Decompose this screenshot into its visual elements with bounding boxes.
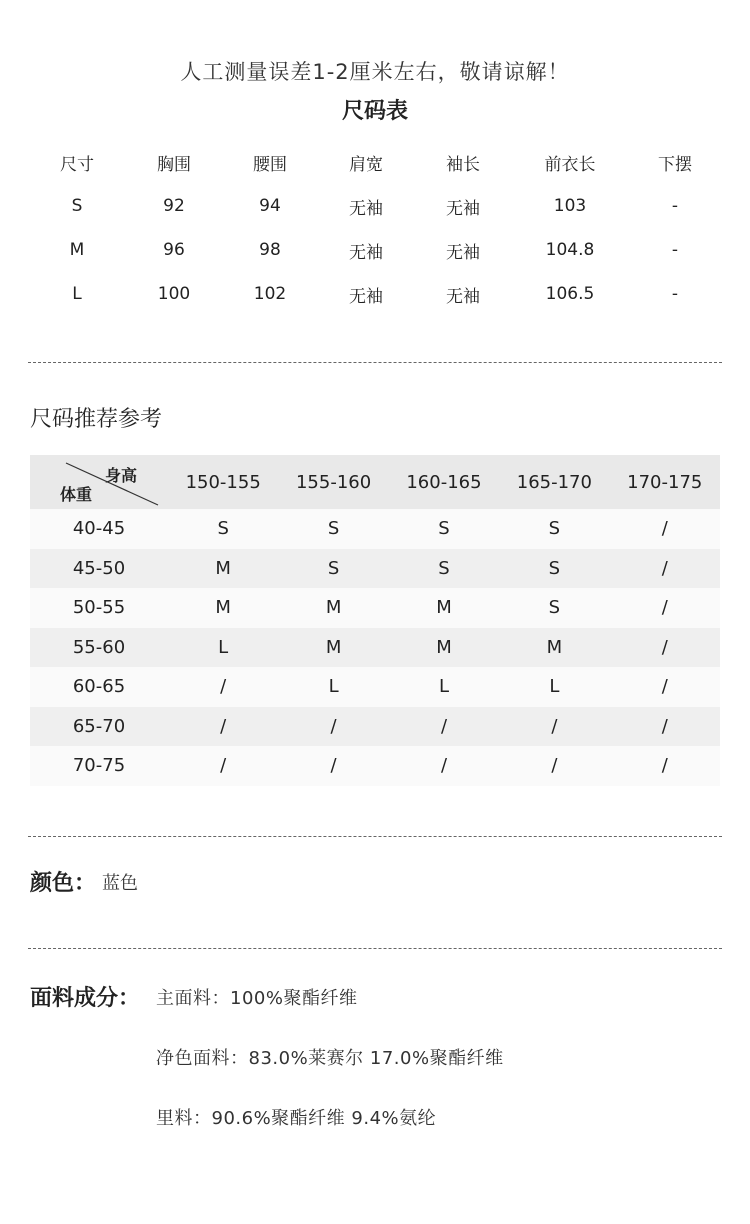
weight-range: 60-65: [72, 676, 126, 698]
recommend-header: [30, 455, 720, 509]
table-cell: /: [330, 755, 337, 777]
table-cell: /: [440, 715, 448, 737]
color-label: 颜色：: [30, 871, 97, 896]
header-cell: 袖长: [446, 154, 480, 175]
table-cell: S: [438, 518, 450, 540]
fabric-line: 主面料：100%聚酯纤维: [156, 988, 358, 1009]
table-row: [30, 707, 720, 747]
table-cell: 无袖: [446, 242, 480, 263]
table-cell: M: [215, 597, 231, 619]
table-cell: L: [72, 284, 82, 304]
table-cell: 96: [163, 240, 185, 260]
table-cell: -: [671, 240, 679, 260]
table-cell: S: [217, 518, 229, 540]
weight-range: 55-60: [72, 636, 126, 658]
table-cell: M: [436, 636, 452, 658]
section-divider: [28, 948, 722, 949]
measurement-notice: 人工测量误差1-2厘米左右，敬请谅解！: [180, 60, 570, 84]
table-cell: /: [220, 715, 227, 737]
table-cell: 无袖: [349, 198, 383, 219]
table-row: [30, 667, 720, 707]
table-cell: M: [546, 636, 563, 658]
table-cell: 92: [163, 196, 185, 216]
table-cell: 106.5: [545, 284, 595, 304]
table-cell: /: [330, 715, 337, 737]
table-cell: M: [436, 597, 452, 619]
header-cell: 下摆: [658, 154, 692, 175]
table-row: [28, 272, 722, 316]
table-cell: M: [325, 636, 342, 658]
recommend-title: 尺码推荐参考: [30, 407, 163, 432]
color-value: 蓝色: [102, 873, 138, 894]
table-cell: /: [551, 715, 558, 737]
table-cell: 103: [553, 196, 587, 216]
table-cell: S: [438, 557, 450, 579]
table-row: [30, 588, 720, 628]
table-cell: L: [438, 676, 449, 698]
table-cell: M: [69, 240, 85, 260]
header-cell: 腰围: [253, 154, 287, 175]
table-row: [30, 746, 720, 786]
table-cell: 94: [259, 196, 281, 216]
height-range: 155-160: [295, 471, 372, 493]
table-cell: M: [215, 557, 231, 579]
table-cell: /: [661, 715, 668, 737]
table-cell: 无袖: [446, 286, 480, 307]
header-cell: 前衣长: [544, 154, 596, 175]
table-row: [30, 628, 720, 668]
fabric-line: 里料：90.6%聚酯纤维 9.4%氨纶: [156, 1108, 437, 1129]
table-row: [30, 509, 720, 549]
table-cell: L: [328, 676, 339, 698]
table-cell: /: [440, 755, 448, 777]
table-cell: /: [661, 557, 668, 579]
size-table-header: [28, 140, 722, 184]
weight-range: 40-45: [72, 518, 126, 540]
table-row: [28, 184, 722, 228]
table-cell: 104.8: [545, 240, 595, 260]
table-cell: S: [71, 196, 83, 216]
fabric-label: 面料成分：: [30, 986, 141, 1011]
table-cell: 无袖: [349, 286, 383, 307]
weight-range: 50-55: [72, 597, 126, 619]
header-cell: 尺寸: [60, 154, 94, 175]
table-cell: /: [661, 597, 668, 619]
table-cell: /: [220, 676, 227, 698]
table-cell: S: [548, 518, 561, 540]
section-divider: [28, 362, 722, 363]
size-chart-title: 尺码表: [341, 99, 408, 124]
height-range: 170-175: [627, 471, 703, 493]
table-cell: -: [671, 196, 679, 216]
size-table: [28, 140, 722, 316]
table-cell: 无袖: [349, 242, 383, 263]
header-cell: 肩宽: [349, 154, 383, 175]
table-cell: /: [661, 676, 668, 698]
weight-range: 45-50: [72, 557, 126, 579]
height-range: 165-170: [516, 471, 592, 493]
section-divider: [28, 836, 722, 837]
table-cell: -: [671, 284, 679, 304]
table-cell: S: [327, 518, 340, 540]
table-cell: /: [220, 755, 227, 777]
weight-label: 体重: [60, 485, 93, 504]
table-cell: L: [549, 676, 560, 698]
table-cell: 98: [259, 240, 281, 260]
weight-range: 65-70: [72, 715, 126, 737]
corner-header: [30, 455, 168, 509]
table-cell: 102: [253, 284, 287, 304]
table-cell: /: [551, 755, 558, 777]
fabric-line: 净色面料：83.0%莱赛尔 17.0%聚酯纤维: [156, 1048, 504, 1069]
table-cell: S: [327, 557, 340, 579]
height-range: 150-155: [185, 471, 261, 493]
weight-range: 70-75: [72, 755, 126, 777]
table-cell: S: [548, 557, 561, 579]
table-row: [30, 549, 720, 589]
table-row: [28, 228, 722, 272]
table-cell: M: [325, 597, 342, 619]
height-label: 身高: [105, 466, 138, 485]
table-cell: S: [548, 597, 561, 619]
header-cell: 胸围: [157, 154, 191, 175]
table-cell: 无袖: [446, 198, 480, 219]
table-cell: /: [661, 755, 668, 777]
size-recommend-table: [30, 455, 720, 786]
table-cell: L: [218, 636, 229, 658]
table-cell: 100: [157, 284, 191, 304]
height-range: 160-165: [406, 471, 482, 493]
table-cell: /: [661, 518, 668, 540]
table-cell: /: [661, 636, 668, 658]
